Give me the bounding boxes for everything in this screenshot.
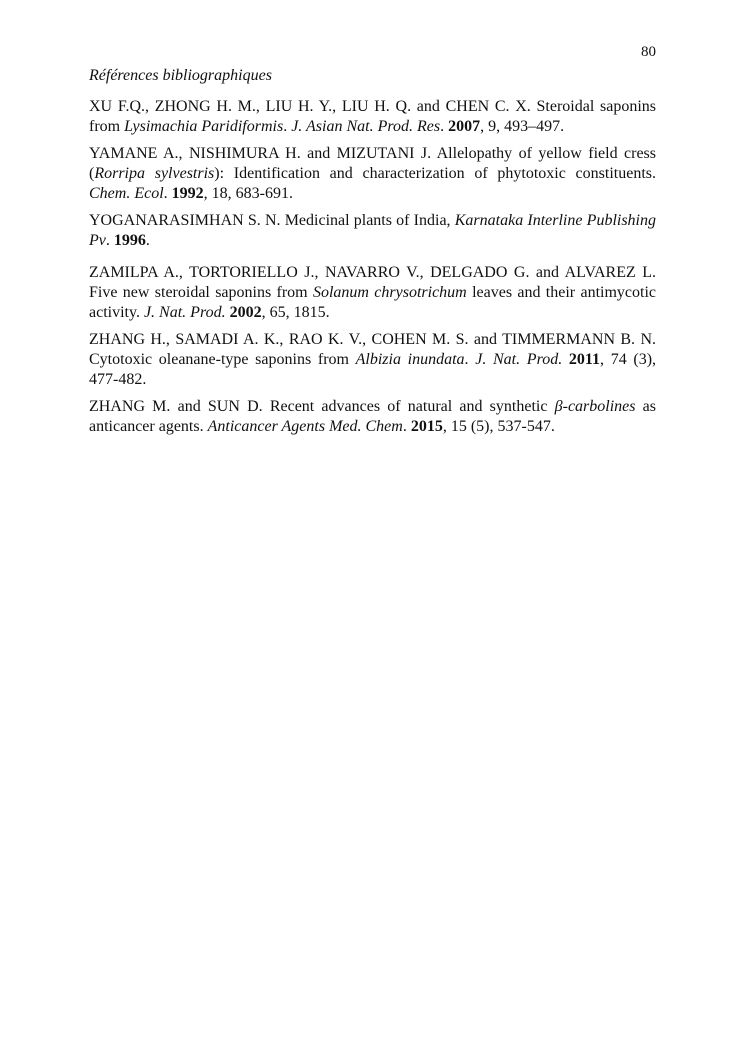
text-segment: J. Nat. Prod. (143, 304, 226, 321)
text-segment: Chem. Ecol (89, 185, 164, 202)
text-segment: . (105, 232, 114, 249)
text-segment: , 15 (5), 537-547. (442, 418, 555, 435)
text-segment: Lysimachia Paridiformis (124, 118, 284, 135)
text-segment: ZAMILPA A., TORTORIELLO J., NAVARRO V., DELGADO G. and ALVAREZ L. Five new steroidal saponins from (89, 264, 656, 301)
reference-entry (89, 97, 656, 137)
text-segment: 1992 (171, 185, 204, 202)
text-segment: Karnataka Interline Publishing Pv (89, 212, 657, 249)
reference-entry (89, 397, 656, 437)
text-segment: 2015 (410, 418, 443, 435)
text-segment: , 18, 683-691. (203, 185, 293, 202)
references-list (89, 97, 656, 437)
text-segment: Solanum chrysotrichum (312, 284, 467, 301)
text-segment: β-carbolines (554, 398, 636, 415)
text-segment: leaves and their antimycotic activity. (89, 284, 656, 321)
text-segment: . (402, 418, 411, 435)
text-segment: J. Asian Nat. Prod. Res (291, 118, 441, 135)
text-segment: ZHANG H., SAMADI A. K., RAO K. V., COHEN M. S. and TIMMERMANN B. N. Cytotoxic oleanane-type saponins from (89, 331, 656, 368)
text-segment: , 65, 1815. (261, 304, 330, 321)
text-segment: ZHANG M. and SUN D. Recent advances of natural and synthetic (89, 398, 555, 415)
text-segment: as anticancer agents. (89, 398, 657, 435)
reference-entry (89, 144, 656, 204)
text-segment: Anticancer Agents Med. Chem (207, 418, 403, 435)
text-segment: . (163, 185, 172, 202)
section-title: Références bibliographiques (89, 67, 272, 84)
text-segment: . (440, 118, 449, 135)
text-segment: Albizia inundata (355, 351, 465, 368)
text-segment: 2007 (448, 118, 481, 135)
text-segment: XU F.Q., ZHONG H. M., LIU H. Y., LIU H. Q. and CHEN C. X. Steroidal saponins from (89, 98, 656, 135)
text-segment: 2011 (568, 351, 601, 368)
text-segment: YAMANE A., NISHIMURA H. and MIZUTANI J. Allelopathy of yellow field cress ( (89, 145, 656, 182)
reference-entry (89, 330, 656, 390)
page-number: 80 (641, 44, 656, 60)
reference-entry (89, 263, 656, 323)
reference-entry (89, 211, 656, 251)
text-segment: 1996 (113, 232, 146, 249)
text-segment: . (145, 232, 150, 249)
text-segment: YOGANARASIMHAN S. N. Medicinal plants of India, (89, 212, 455, 229)
text-segment: , 9, 493–497. (480, 118, 565, 135)
text-segment: . (283, 118, 292, 135)
text-segment: Rorripa sylvestris (94, 165, 215, 182)
text-segment: ): Identification and characterization of phytotoxic constituents. (214, 165, 656, 182)
text-segment: J. Nat. Prod. (475, 351, 563, 368)
text-segment: 2002 (229, 304, 262, 321)
text-segment: . (464, 351, 476, 368)
text-segment: , 74 (3), 477-482. (89, 351, 657, 388)
text-segment (562, 351, 569, 368)
